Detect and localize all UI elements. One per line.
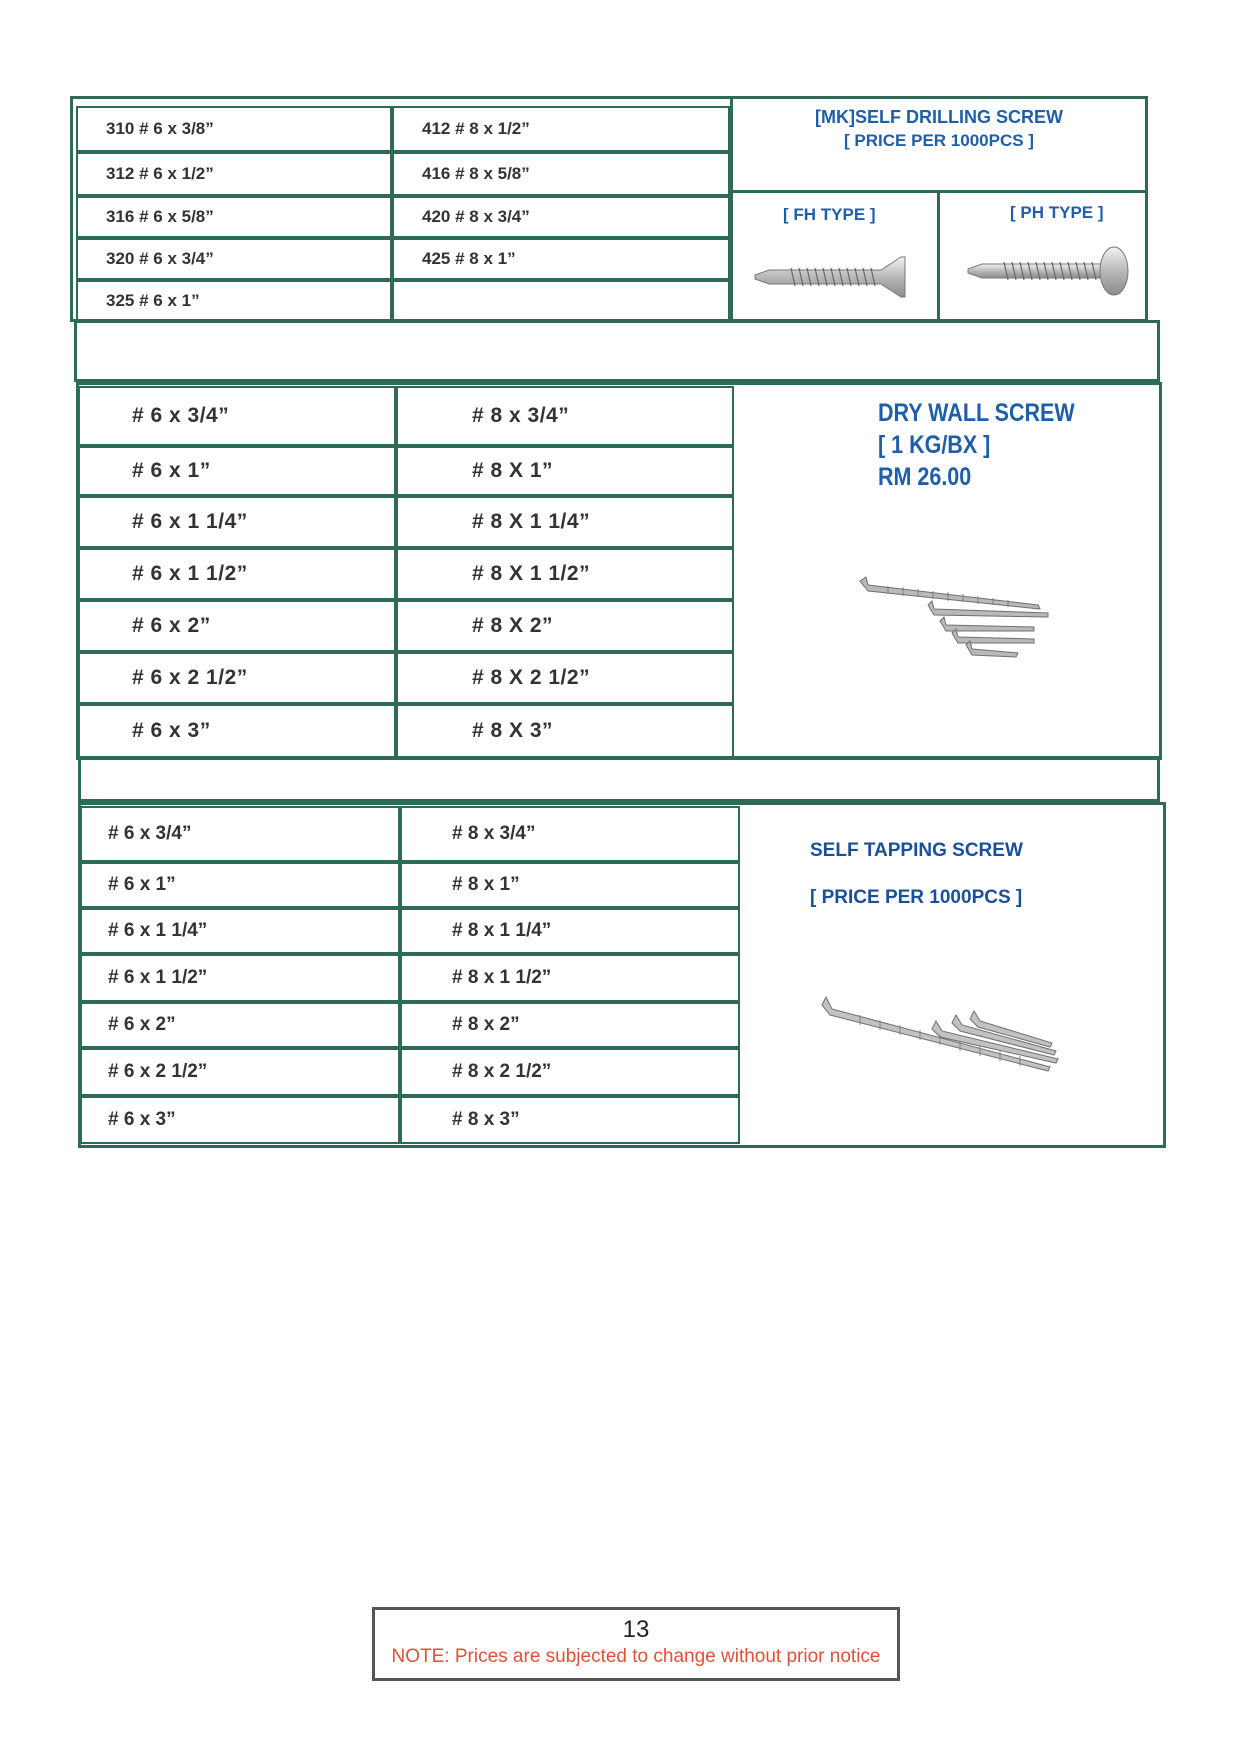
cell-text: # 8 x 1 1/2” (452, 967, 552, 988)
spacer-band (74, 320, 1160, 382)
dry-wall-price: RM 26.00 (878, 463, 972, 491)
table-row (80, 806, 400, 862)
table-row (76, 280, 392, 322)
cell-text: # 6 x 2 1/2” (108, 1061, 208, 1082)
table-row (76, 238, 392, 280)
cell-text: # 6 x 3” (108, 1109, 176, 1130)
fh-type-label: [ FH TYPE ] (783, 205, 876, 224)
table-row (392, 196, 730, 238)
cell-text: # 8 x 1” (452, 874, 520, 895)
cell-text: # 8 X 1 1/4” (472, 510, 591, 533)
table-row (80, 908, 400, 954)
cell-text: 412 # 8 x 1/2” (422, 119, 530, 138)
dry-wall-title: DRY WALL SCREW (878, 399, 1075, 427)
cell-text: # 8 X 1” (472, 459, 554, 482)
table-row (78, 496, 396, 548)
table-row (80, 1048, 400, 1096)
cell-text: 416 # 8 x 5/8” (422, 164, 530, 183)
cell-text: # 6 x 2 1/2” (132, 666, 248, 689)
cell-text: # 6 x 2” (108, 1014, 176, 1035)
dry-wall-info-cell (734, 385, 1159, 757)
fh-type-cell (730, 193, 940, 319)
cell-text: # 8 x 2” (452, 1014, 520, 1035)
table-row (80, 1002, 400, 1048)
footer-note-box (372, 1607, 900, 1681)
table-row (396, 704, 734, 758)
cell-text: # 8 X 2” (472, 614, 554, 637)
table-row (78, 548, 396, 600)
table-row (76, 152, 392, 196)
cell-text: # 8 x 3” (452, 1109, 520, 1130)
table-row (400, 862, 740, 908)
cell-text: 310 # 6 x 3/8” (106, 119, 214, 138)
table-row (78, 652, 396, 704)
cell-text: # 6 x 1” (132, 459, 211, 482)
cell-text: # 6 x 1 1/4” (132, 510, 248, 533)
cell-text: # 8 x 1 1/4” (452, 920, 552, 941)
drywall-screws-image (858, 575, 1058, 665)
table-row (78, 446, 396, 496)
table-row (80, 1096, 400, 1144)
cell-text: # 8 X 2 1/2” (472, 666, 591, 689)
table-row (396, 548, 734, 600)
cell-text: # 6 x 2” (132, 614, 211, 637)
cell-text: 325 # 6 x 1” (106, 291, 200, 310)
tapping-screws-image (820, 995, 1060, 1095)
table-row (80, 954, 400, 1002)
table-row (78, 704, 396, 758)
self-tapping-info-cell (740, 805, 1163, 1145)
dry-wall-pack: [ 1 KG/BX ] (878, 431, 991, 459)
self-drilling-subtitle: [ PRICE PER 1000PCS ] (844, 131, 1034, 150)
cell-text: # 6 x 1” (108, 874, 176, 895)
cell-text: 320 # 6 x 3/4” (106, 249, 214, 268)
cell-text: # 6 x 1 1/4” (108, 920, 208, 941)
table-row (80, 862, 400, 908)
price-change-note: NOTE: Prices are subjected to change without prior notice (391, 1646, 881, 1667)
cell-text: 425 # 8 x 1” (422, 249, 516, 268)
self-tapping-title: SELF TAPPING SCREW (810, 840, 1023, 861)
table-row (400, 1048, 740, 1096)
cell-text: # 6 x 1 1/2” (108, 967, 208, 988)
cell-text: # 6 x 3/4” (132, 404, 230, 427)
cell-text: # 8 x 3/4” (452, 823, 536, 844)
cell-text: # 8 x 2 1/2” (452, 1061, 552, 1082)
page-number: 13 (622, 1616, 650, 1643)
table-row (78, 600, 396, 652)
ph-screw-image (964, 243, 1144, 303)
table-row (392, 280, 730, 322)
table-row (396, 600, 734, 652)
cell-text: # 8 x 3/4” (472, 404, 570, 427)
table-row (400, 908, 740, 954)
table-row (396, 386, 734, 446)
table-row (78, 386, 396, 446)
table-row (400, 1096, 740, 1144)
table-row (396, 446, 734, 496)
table-row (400, 954, 740, 1002)
self-drilling-header-cell (730, 99, 1145, 193)
self-drilling-title: [MK]SELF DRILLING SCREW (815, 107, 1063, 127)
table-row (400, 1002, 740, 1048)
cell-text: # 6 x 3” (132, 719, 211, 742)
cell-text: # 8 X 1 1/2” (472, 562, 591, 585)
self-tapping-subtitle: [ PRICE PER 1000PCS ] (810, 887, 1023, 908)
table-row (392, 152, 730, 196)
ph-type-cell (940, 193, 1145, 319)
table-row (400, 806, 740, 862)
fh-screw-image (751, 253, 931, 303)
table-row (392, 238, 730, 280)
cell-text: 316 # 6 x 5/8” (106, 207, 214, 226)
table-row (76, 106, 392, 152)
cell-text: # 6 x 3/4” (108, 823, 192, 844)
table-row (76, 196, 392, 238)
spacer-band (78, 756, 1160, 802)
cell-text: # 8 X 3” (472, 719, 554, 742)
table-row (392, 106, 730, 152)
cell-text: 420 # 8 x 3/4” (422, 207, 530, 226)
cell-text: 312 # 6 x 1/2” (106, 164, 214, 183)
cell-text: # 6 x 1 1/2” (132, 562, 248, 585)
ph-type-label: [ PH TYPE ] (1010, 203, 1104, 222)
table-row (396, 652, 734, 704)
table-row (396, 496, 734, 548)
